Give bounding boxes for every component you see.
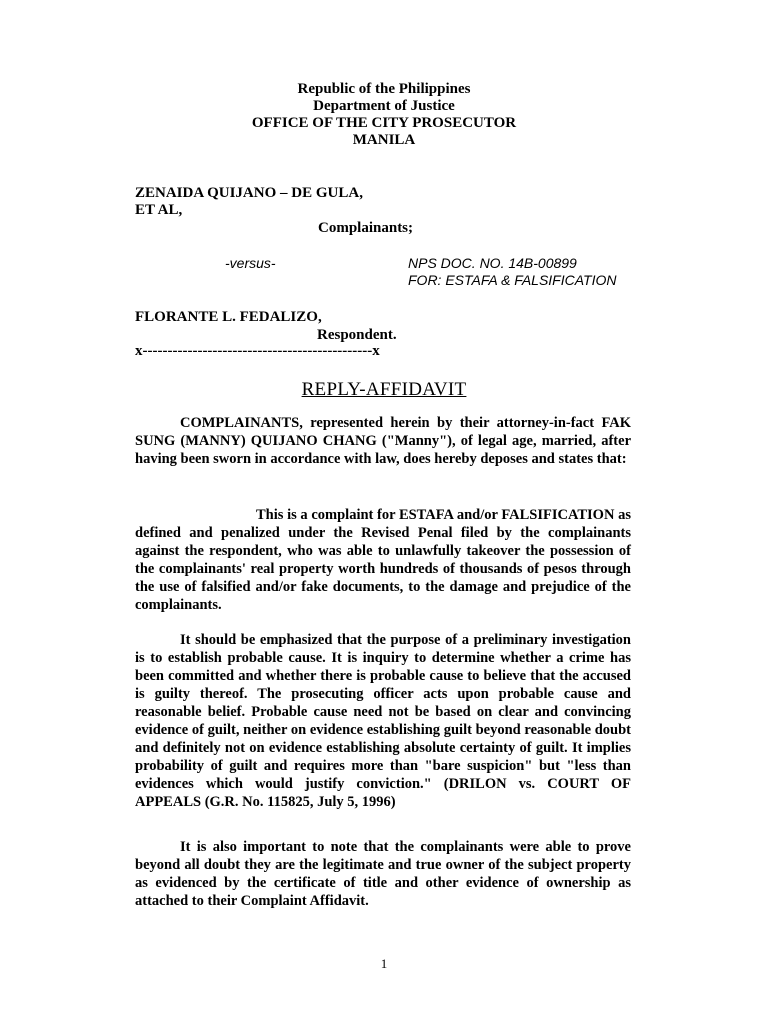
paragraph-4-text: It is also important to note that the complainants were able to prove beyond all doubt they are the legitimate and true owner of the subject property as evidenced by the certificate of title and other evidence of ownership as attached to their Complaint Affidavit. xyxy=(135,839,631,909)
paragraph-1-text: COMPLAINANTS, represented herein by their attorney-in-fact FAK SUNG (MANNY) QUIJANO CHANG ("Manny"), of legal age, married, after having been sworn in accordance with law, does hereby deposes and states that: xyxy=(135,415,631,467)
respondent-label: Respondent. xyxy=(317,327,397,343)
complainants-label: Complainants; xyxy=(318,220,414,236)
charge-line: FOR: ESTAFA & FALSIFICATION xyxy=(408,272,617,288)
page-number: 1 xyxy=(380,956,388,971)
header-office: OFFICE OF THE CITY PROSECUTOR xyxy=(251,115,517,131)
complainant-etal: ET AL, xyxy=(135,202,183,218)
paragraph-3 xyxy=(135,631,631,811)
paragraph-2-text: This is a complaint for ESTAFA and/or FALSIFICATION as defined and penalized under the Revised Penal filed by the complainants against the respondent, who was able to unlawfully takeover the possession of the complainants' real property worth hundreds of thousands of pesos through the use of falsified and/or fake documents, to the damage and prejudice of the complainants. xyxy=(135,507,631,613)
complainant-name: ZENAIDA QUIJANO – DE GULA, xyxy=(135,185,363,201)
header-city: MANILA xyxy=(352,132,416,148)
doc-number: NPS DOC. NO. 14B-00899 xyxy=(408,255,577,271)
paragraph-3-text: It should be emphasized that the purpose of a preliminary investigation is to establish probable cause. It is inquiry to determine whether a crime has been committed and whether there is probable cause to believe that the accused is guilty thereof. The prosecuting officer acts upon probable cause and reasonable belief. Probable cause need not be based on clear and convincing evidence of guilt, neither on evidence establishing guilt beyond reasonable doubt and definitely not on evidence establishing absolute certainty of guilt. It implies probability of guilt and requires more than "bare suspicion" but "less than evidences which would justify conviction." (DRILON vs. COURT OF APPEALS (G.R. No. 115825, July 5, 1996) xyxy=(135,632,631,810)
paragraph-1 xyxy=(135,414,631,468)
header-department: Department of Justice xyxy=(313,98,455,114)
document-title: REPLY-AFFIDAVIT xyxy=(301,379,467,400)
paragraph-4 xyxy=(135,838,631,910)
header-republic: Republic of the Philippines xyxy=(297,81,471,97)
caption-separator: x----------------------------------------------x xyxy=(135,343,380,359)
respondent-name: FLORANTE L. FEDALIZO, xyxy=(135,309,322,325)
paragraph-2 xyxy=(135,506,631,614)
versus-label: -versus- xyxy=(225,255,276,271)
